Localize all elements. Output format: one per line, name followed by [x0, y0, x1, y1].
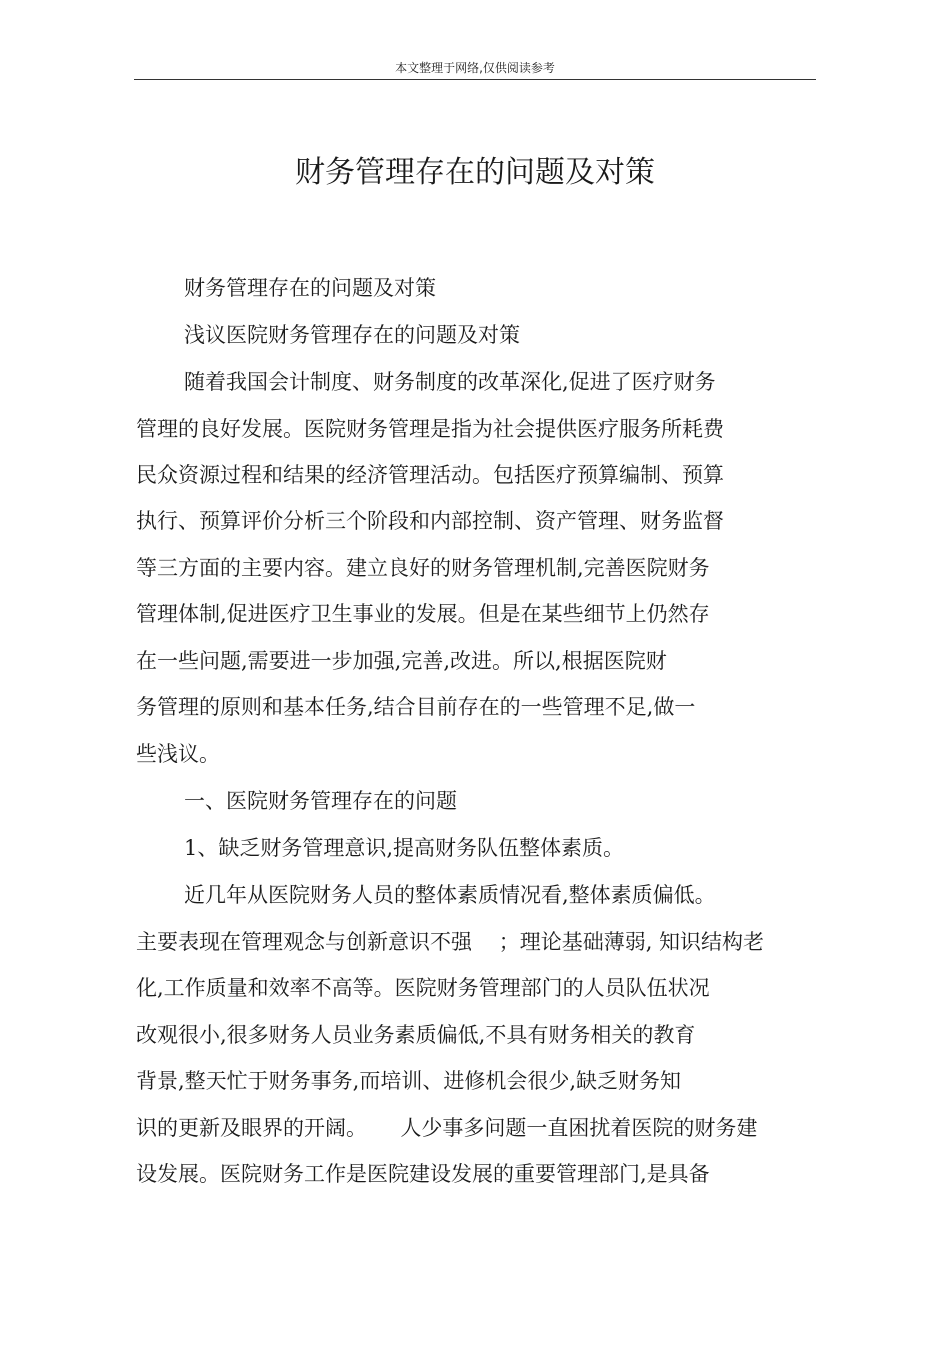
- paragraph-line: 近几年从医院财务人员的整体素质情况看,整体素质偏低。: [184, 883, 716, 907]
- header-divider: [134, 79, 816, 80]
- paragraph-line: 管理的良好发展。医院财务管理是指为社会提供医疗服务所耗费: [136, 417, 724, 441]
- paragraph-line: 些浅议。: [136, 742, 220, 766]
- section-heading: 一、医院财务管理存在的问题: [184, 789, 457, 813]
- paragraph-line: 在一些问题,需要进一步加强,完善,改进。所以,根据医院财: [136, 649, 667, 673]
- paragraph-line: 管理体制,促进医疗卫生事业的发展。但是在某些细节上仍然存: [136, 602, 710, 626]
- subsection-heading: 1、缺乏财务管理意识,提高财务队伍整体素质。: [184, 836, 625, 860]
- paragraph-line: 主要表现在管理观念与创新意识不强 ；理论基础薄弱, 知识结构老: [136, 930, 765, 954]
- page-header: 本文整理于网络,仅供阅读参考: [395, 61, 555, 75]
- paragraph-line: 浅议医院财务管理存在的问题及对策: [184, 323, 520, 347]
- paragraph-line: 民众资源过程和结果的经济管理活动。包括医疗预算编制、预算: [136, 463, 724, 487]
- paragraph-line: 改观很小,很多财务人员业务素质偏低,不具有财务相关的教育: [136, 1023, 696, 1047]
- paragraph-line: 识的更新及眼界的开阔。 人少事多问题一直困扰着医院的财务建: [136, 1116, 758, 1140]
- paragraph-line: 执行、预算评价分析三个阶段和内部控制、资产管理、财务监督: [136, 509, 724, 533]
- paragraph-line: 化,工作质量和效率不高等。医院财务管理部门的人员队伍状况: [136, 976, 710, 1000]
- paragraph-line: 设发展。医院财务工作是医院建设发展的重要管理部门,是具备: [136, 1162, 710, 1186]
- document-title: 财务管理存在的问题及对策: [295, 155, 655, 190]
- paragraph-line: 等三方面的主要内容。建立良好的财务管理机制,完善医院财务: [136, 556, 710, 580]
- paragraph-line: 财务管理存在的问题及对策: [184, 276, 436, 300]
- paragraph-line: 随着我国会计制度、财务制度的改革深化,促进了医疗财务: [184, 370, 716, 394]
- paragraph-line: 务管理的原则和基本任务,结合目前存在的一些管理不足,做一: [136, 695, 696, 719]
- paragraph-line: 背景,整天忙于财务事务,而培训、进修机会很少,缺乏财务知: [136, 1069, 682, 1093]
